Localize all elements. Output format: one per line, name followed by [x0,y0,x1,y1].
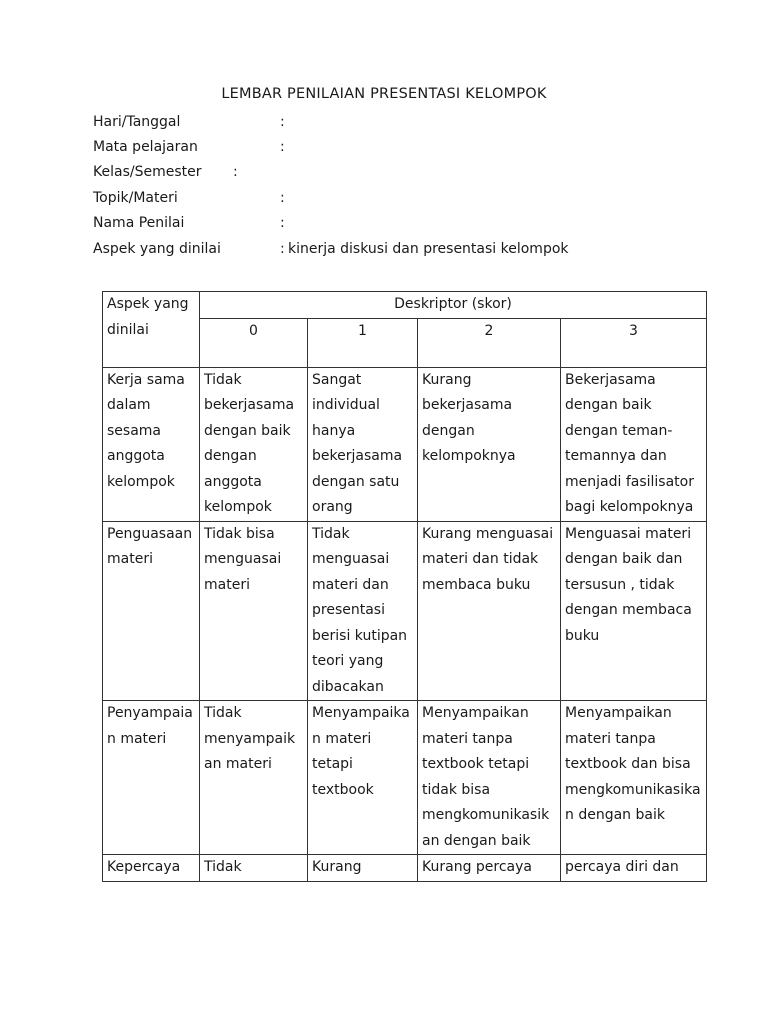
descriptor-cell: Sangat individual hanya bekerjasama dengan satu orang [308,367,418,521]
aspect-header: Aspek yang dinilai [103,292,200,368]
field-label: Nama Penilai [93,215,185,231]
aspect-cell: Kepercaya [103,855,200,882]
aspect-cell: Penguasaan materi [103,521,200,701]
field-label: Kelas/Semester [93,164,202,180]
field-value: kinerja diskusi dan presentasi kelompok [288,241,569,257]
aspect-cell: Penyampaian materi [103,701,200,855]
descriptor-cell: Tidak bekerjasama dengan baik dengan anggota kelompok [200,367,308,521]
document-title: LEMBAR PENILAIAN PRESENTASI KELOMPOK [221,86,547,102]
descriptor-cell: Tidak bisa menguasai materi [200,521,308,701]
descriptor-cell: Kurang [308,855,418,882]
rubric-table [102,291,707,882]
descriptor-cell: Tidak [200,855,308,882]
descriptor-cell: Menyampaikan materi tanpa textbook tetapi tidak bisa mengkomunikasikan dengan baik [418,701,561,855]
descriptor-cell: Tidak menyampaikan materi [200,701,308,855]
field-label: Aspek yang dinilai [93,241,221,257]
descriptor-cell: Bekerjasama dengan baik dengan teman-temannya dan menjadi fasilisator bagi kelompoknya [561,367,707,521]
descriptor-cell: Menyampaikan materi tanpa textbook dan bisa mengkomunikasikan dengan baik [561,701,707,855]
field-separator: : [280,139,285,155]
score-header: 1 [308,318,418,367]
descriptor-cell: Kurang menguasai materi dan tidak membaca buku [418,521,561,701]
descriptor-cell: Menyampaikan materi tetapi textbook [308,701,418,855]
descriptor-cell: Kurang bekerjasama dengan kelompoknya [418,367,561,521]
field-separator: : [280,215,285,231]
field-kelas-semester [93,162,238,182]
descriptor-cell: Menguasai materi dengan baik dan tersusun , tidak dengan membaca buku [561,521,707,701]
field-label: Mata pelajaran [93,139,198,155]
field-topik-materi [93,188,285,208]
field-separator: : [233,164,238,180]
field-label: Hari/Tanggal [93,114,181,130]
field-hari-tanggal [93,112,285,132]
aspect-cell: Kerja sama dalam sesama anggota kelompok [103,367,200,521]
table-row [103,701,707,855]
descriptor-cell: Tidak menguasai materi dan presentasi berisi kutipan teori yang dibacakan [308,521,418,701]
table-row [103,521,707,701]
table-header-row [103,292,707,319]
field-separator: : [280,241,285,257]
score-header: 3 [561,318,707,367]
field-separator: : [280,190,285,206]
field-mata-pelajaran [93,137,285,157]
field-label: Topik/Materi [93,190,178,206]
field-separator: : [280,114,285,130]
field-aspek-dinilai [93,239,569,259]
descriptor-cell: percaya diri dan [561,855,707,882]
table-row [103,855,707,882]
descriptor-header: Deskriptor (skor) [200,292,707,319]
score-header: 0 [200,318,308,367]
score-header: 2 [418,318,561,367]
descriptor-cell: Kurang percaya [418,855,561,882]
table-row [103,367,707,521]
field-nama-penilai [93,213,285,233]
